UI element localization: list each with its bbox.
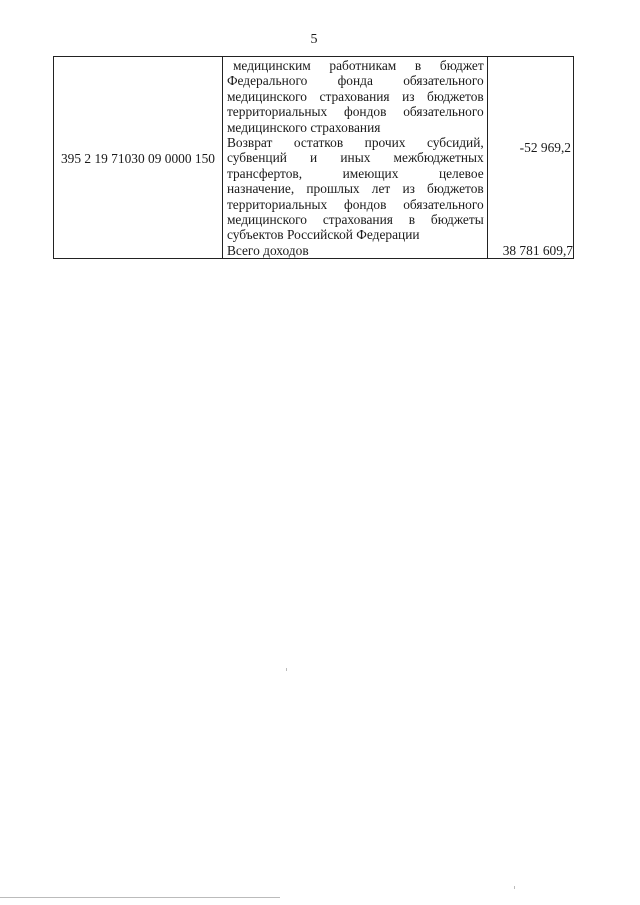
revenue-table [53,56,574,259]
description-cell [222,57,487,259]
budget-code-cell [54,57,223,259]
total-label: Всего доходов [226,242,309,258]
scan-artifact [514,886,515,889]
description-line: медицинского страхования [226,119,381,135]
scan-artifact [0,897,280,898]
description-line: Федерального фонда обязательного [226,73,484,89]
description-line: территориальных фондов обязательного [226,104,484,120]
budget-code: 395 2 19 71030 09 0000 150 [60,150,215,166]
description-line: территориальных фондов обязательного [226,196,484,212]
page-number: 5 [310,32,318,47]
description-line: медицинского страхования в бюджеты [226,212,484,228]
description-line: медицинским работникам в бюджет [232,58,484,73]
description-line: медицинского страхования из бюджетов [226,88,484,104]
table-row [54,57,574,259]
description-line: Возврат остатков прочих субсидий, [226,135,484,151]
amount-value: -52 969,2 [519,140,571,155]
description-line: субвенций и иных межбюджетных [226,150,484,166]
description-line: назначение, прошлых лет из бюджетов [226,181,484,197]
description-line: трансфертов, имеющих целевое [226,165,484,181]
amount-cell [487,57,573,259]
total-amount-value: 38 781 609,7 [502,242,573,258]
scan-artifact [286,668,287,671]
description-line: субъектов Российской Федерации [226,227,420,243]
